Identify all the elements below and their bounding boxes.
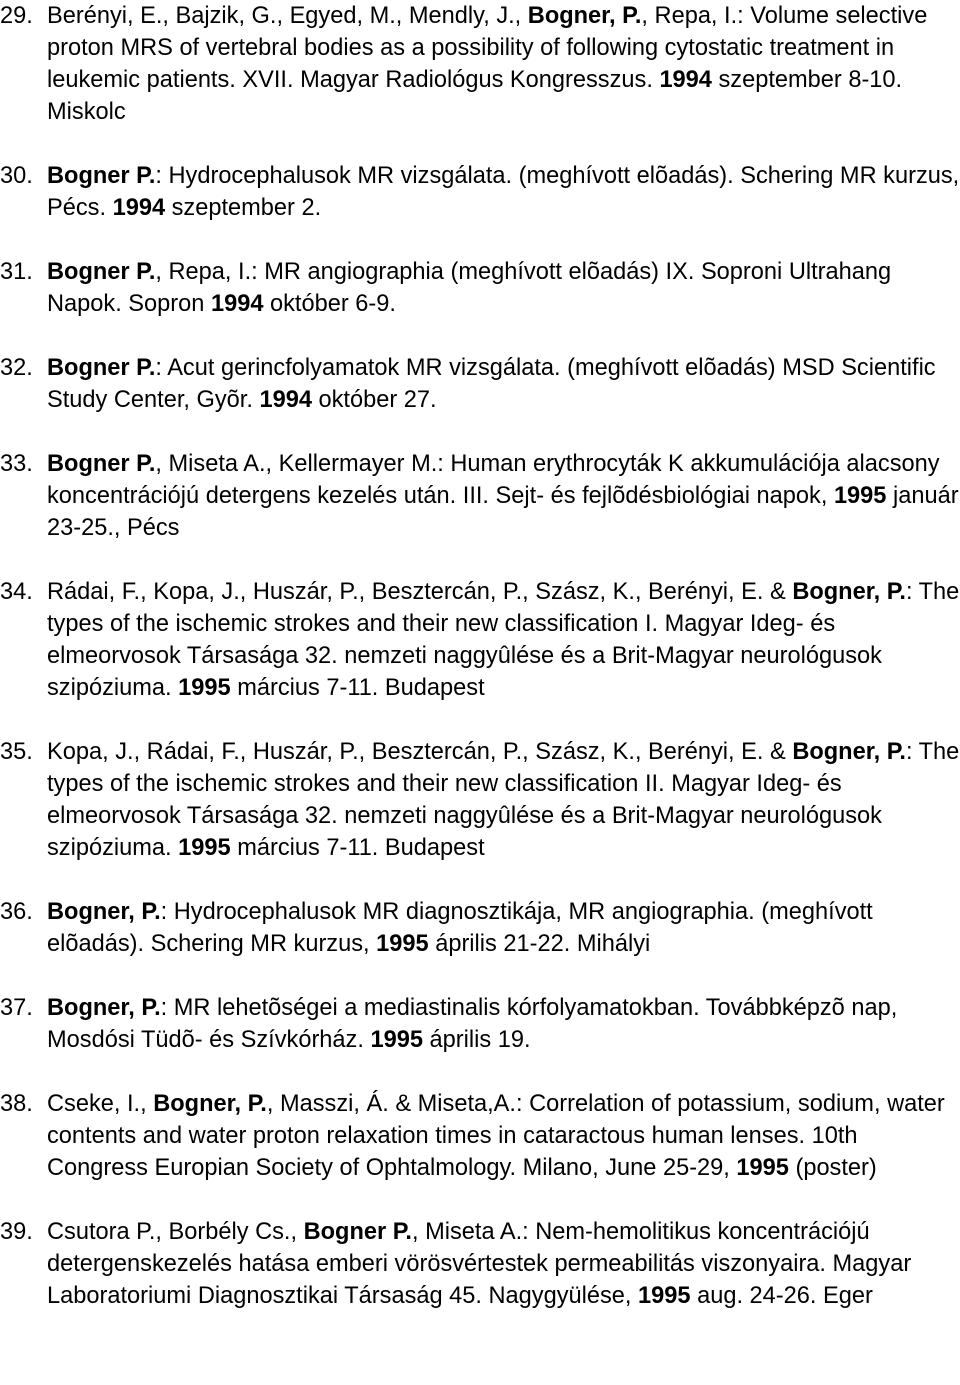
reference-text-segment: Kopa, J., Rádai, F., Huszár, P., Besztercán, P., Szász, K., Berényi, E. & [47, 739, 793, 765]
reference-text-bold: Bogner, P. [47, 995, 161, 1021]
reference-text [47, 451, 959, 541]
reference-entry [0, 576, 960, 704]
reference-text-segment: március 7-11. Budapest [230, 835, 485, 861]
reference-text [47, 355, 936, 413]
reference-number: 33. [0, 451, 33, 477]
reference-entry [0, 256, 960, 320]
reference-text-bold: 1995 [376, 931, 429, 957]
reference-text-bold: Bogner, P. [792, 579, 906, 605]
reference-entry [0, 1088, 960, 1184]
reference-entry [0, 992, 960, 1056]
reference-text-bold: 1995 [178, 675, 231, 701]
reference-text-segment: : Hydrocephalusok MR vizsgálata. (meghívott elõadás). Schering MR kurzus, Pécs. [47, 163, 960, 221]
reference-text [47, 579, 959, 701]
reference-text-segment: április 21-22. Mihályi [428, 931, 651, 957]
reference-text-segment: : The types of the ischemic strokes and their new classification I. Magyar Ideg- és elmeorvosok Társasága 32. nemzeti naggyûlése és a Brit-Magyar neurológusok szipóziuma. [47, 579, 960, 701]
reference-text-segment: március 7-11. Budapest [230, 675, 485, 701]
reference-text-bold: 1995 [833, 483, 887, 509]
reference-text-segment: , Miseta A., Kellermayer M.: Human erythrocyták K akkumulációja alacsony koncentrációjú detergens kezelés után. III. Sejt- és fejlõdésbiológiai napok, [47, 451, 940, 509]
reference-entry [0, 448, 960, 544]
reference-text-segment: , Masszi, Á. & Miseta,A.: Correlation of potassium, sodium, water contents and water proton relaxation times in cataractous human lenses. 10th Congress Europian Society of Ophtalmology. Milano, June 25-29, [47, 1091, 945, 1181]
reference-text-segment: szeptember 2. [165, 195, 322, 221]
reference-text-bold: 1995 [178, 835, 231, 861]
reference-number: 35. [0, 739, 33, 765]
reference-text-segment: , Repa, I.: MR angiographia (meghívott elõadás) IX. Soproni Ultrahang Napok. Sopron [47, 259, 892, 317]
reference-entry [0, 0, 960, 128]
reference-text-segment: október 6-9. [263, 291, 396, 317]
reference-text-bold: 1994 [210, 291, 264, 317]
reference-text-bold: Bogner P. [303, 1219, 412, 1245]
reference-number: 38. [0, 1091, 33, 1117]
reference-text [47, 1091, 945, 1181]
reference-text-segment: Cseke, I., [47, 1091, 154, 1117]
reference-text-bold: Bogner P. [47, 451, 156, 477]
reference-text-segment: : The types of the ischemic strokes and their new classification II. Magyar Ideg- és elmeorvosok Társasága 32. nemzeti naggyûlése és a Brit-Magyar neurológusok szipóziuma. [47, 739, 960, 861]
reference-text-segment: aug. 24-26. Eger [690, 1283, 873, 1309]
reference-text-segment: január 23-25., Pécs [47, 483, 959, 541]
reference-text-bold: Bogner P. [47, 355, 156, 381]
reference-text-segment: : Acut gerincfolyamatok MR vizsgálata. (meghívott elõadás) MSD Scientific Study Center, Gyõr. [47, 355, 936, 413]
reference-text-bold: 1995 [736, 1155, 789, 1181]
reference-text [47, 995, 897, 1053]
reference-text-bold: Bogner P. [47, 163, 156, 189]
reference-text-segment: (poster) [788, 1155, 877, 1181]
reference-text-bold: Bogner P. [47, 259, 156, 285]
reference-text-bold: 1994 [259, 387, 312, 413]
reference-entry [0, 1216, 960, 1312]
reference-text-segment: Berényi, E., Bajzik, G., Egyed, M., Mendly, J., [47, 3, 528, 29]
reference-text-segment: , Miseta A.: Nem-hemolitikus koncentrációjú detergenskezelés hatása emberi vörösvértestek permeabilitás viszonyaira. Magyar Laboratoriumi Diagnosztikai Társaság 45. Nagygyülése, [47, 1219, 912, 1309]
reference-text-bold: Bogner, P. [527, 3, 642, 29]
reference-number: 32. [0, 355, 33, 381]
reference-text [47, 3, 927, 125]
reference-text-segment: , Repa, I.: Volume selective proton MRS of vertebral bodies as a possibility of following cytostatic treatment in leukemic patients. XVII. Magyar Radiológus Kongresszus. [47, 3, 928, 93]
reference-text [47, 739, 959, 861]
reference-text-bold: Bogner, P. [792, 739, 906, 765]
reference-entry [0, 896, 960, 960]
reference-number: 37. [0, 995, 33, 1021]
reference-text-segment: : MR lehetõségei a mediastinalis kórfolyamatokban. Továbbképzõ nap, Mosdósi Tüdõ- és Szívkórház. [47, 995, 898, 1053]
reference-number: 29. [0, 3, 33, 29]
reference-text [47, 899, 873, 957]
reference-number: 30. [0, 163, 33, 189]
reference-text-bold: Bogner, P. [47, 899, 161, 925]
reference-text-segment: április 19. [422, 1027, 531, 1053]
reference-number: 31. [0, 259, 33, 285]
reference-number: 39. [0, 1219, 33, 1245]
reference-text [47, 1219, 911, 1309]
reference-number: 34. [0, 579, 33, 605]
reference-text-segment: Rádai, F., Kopa, J., Huszár, P., Besztercán, P., Szász, K., Berényi, E. & [47, 579, 793, 605]
reference-text-segment: szeptember 8-10. Miskolc [47, 67, 903, 125]
reference-entry [0, 352, 960, 416]
reference-text-bold: 1995 [638, 1283, 691, 1309]
reference-text-bold: 1994 [659, 67, 712, 93]
reference-number: 36. [0, 899, 33, 925]
reference-entry [0, 160, 960, 224]
reference-text-bold: 1995 [370, 1027, 423, 1053]
reference-entry [0, 736, 960, 864]
reference-text-segment: : Hydrocephalusok MR diagnosztikája, MR angiographia. (meghívott elõadás). Schering MR kurzus, [47, 899, 873, 957]
reference-text [47, 259, 891, 317]
reference-text [47, 163, 959, 221]
reference-text-bold: Bogner, P. [153, 1091, 267, 1117]
reference-text-segment: Csutora P., Borbély Cs., [47, 1219, 304, 1245]
reference-text-bold: 1994 [112, 195, 166, 221]
reference-text-segment: október 27. [311, 387, 437, 413]
